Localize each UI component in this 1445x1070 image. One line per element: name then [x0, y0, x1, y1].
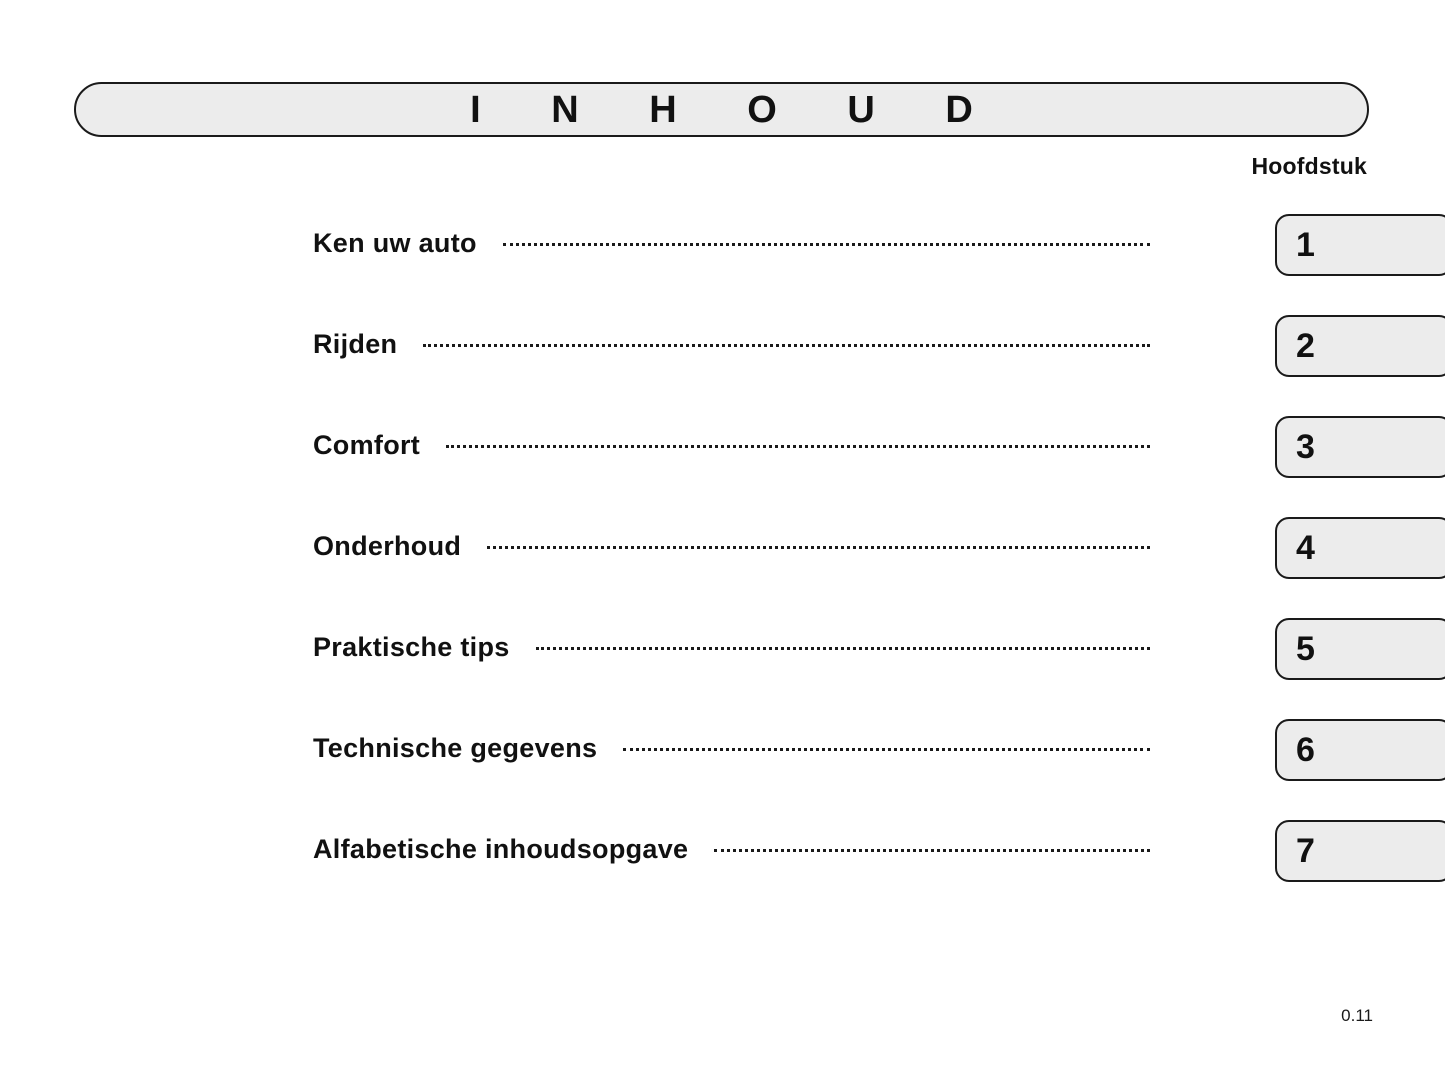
toc-entry[interactable] [313, 228, 1150, 259]
toc-entry-label: Technische gegevens [313, 733, 598, 763]
toc-row[interactable] [0, 311, 1445, 412]
toc-entry-label: Praktische tips [313, 632, 510, 662]
toc-entry[interactable] [313, 430, 1150, 461]
toc-entry-label: Comfort [313, 430, 421, 460]
chapter-tab[interactable] [1275, 315, 1445, 377]
toc-row[interactable] [0, 715, 1445, 816]
chapter-tab[interactable] [1275, 820, 1445, 882]
chapter-number: 1 [1296, 226, 1315, 264]
toc-row[interactable] [0, 412, 1445, 513]
chapter-number: 7 [1296, 832, 1315, 870]
toc-entry[interactable] [313, 733, 1150, 764]
toc-row[interactable] [0, 816, 1445, 917]
leader-dots [536, 646, 1150, 650]
leader-dots [423, 343, 1150, 347]
chapter-number: 4 [1296, 529, 1315, 567]
toc-entry-label: Alfabetische inhoudsopgave [313, 834, 689, 864]
toc-entry[interactable] [313, 329, 1150, 360]
toc-entry-label: Rijden [313, 329, 398, 359]
chapter-tab[interactable] [1275, 416, 1445, 478]
toc-entry[interactable] [313, 531, 1150, 562]
leader-dots [714, 848, 1150, 852]
toc-entry-label: Ken uw auto [313, 228, 477, 258]
toc-entry-label: Onderhoud [313, 531, 462, 561]
page-title-banner [74, 82, 1369, 137]
toc-row[interactable] [0, 513, 1445, 614]
chapter-number: 6 [1296, 731, 1315, 769]
page-number: 0.11 [1341, 1006, 1373, 1025]
chapter-tab[interactable] [1275, 517, 1445, 579]
table-of-contents [0, 210, 1445, 917]
toc-row[interactable] [0, 614, 1445, 715]
page-title: I N H O U D [470, 88, 1003, 131]
chapter-number: 3 [1296, 428, 1315, 466]
chapter-column-header: Hoofdstuk [1251, 153, 1367, 179]
toc-entry[interactable] [313, 834, 1150, 865]
chapter-tab[interactable] [1275, 214, 1445, 276]
chapter-tab[interactable] [1275, 618, 1445, 680]
leader-dots [446, 444, 1150, 448]
toc-row[interactable] [0, 210, 1445, 311]
leader-dots [623, 747, 1150, 751]
leader-dots [487, 545, 1150, 549]
toc-entry[interactable] [313, 632, 1150, 663]
leader-dots [503, 242, 1150, 246]
chapter-tab[interactable] [1275, 719, 1445, 781]
chapter-number: 5 [1296, 630, 1315, 668]
chapter-number: 2 [1296, 327, 1315, 365]
